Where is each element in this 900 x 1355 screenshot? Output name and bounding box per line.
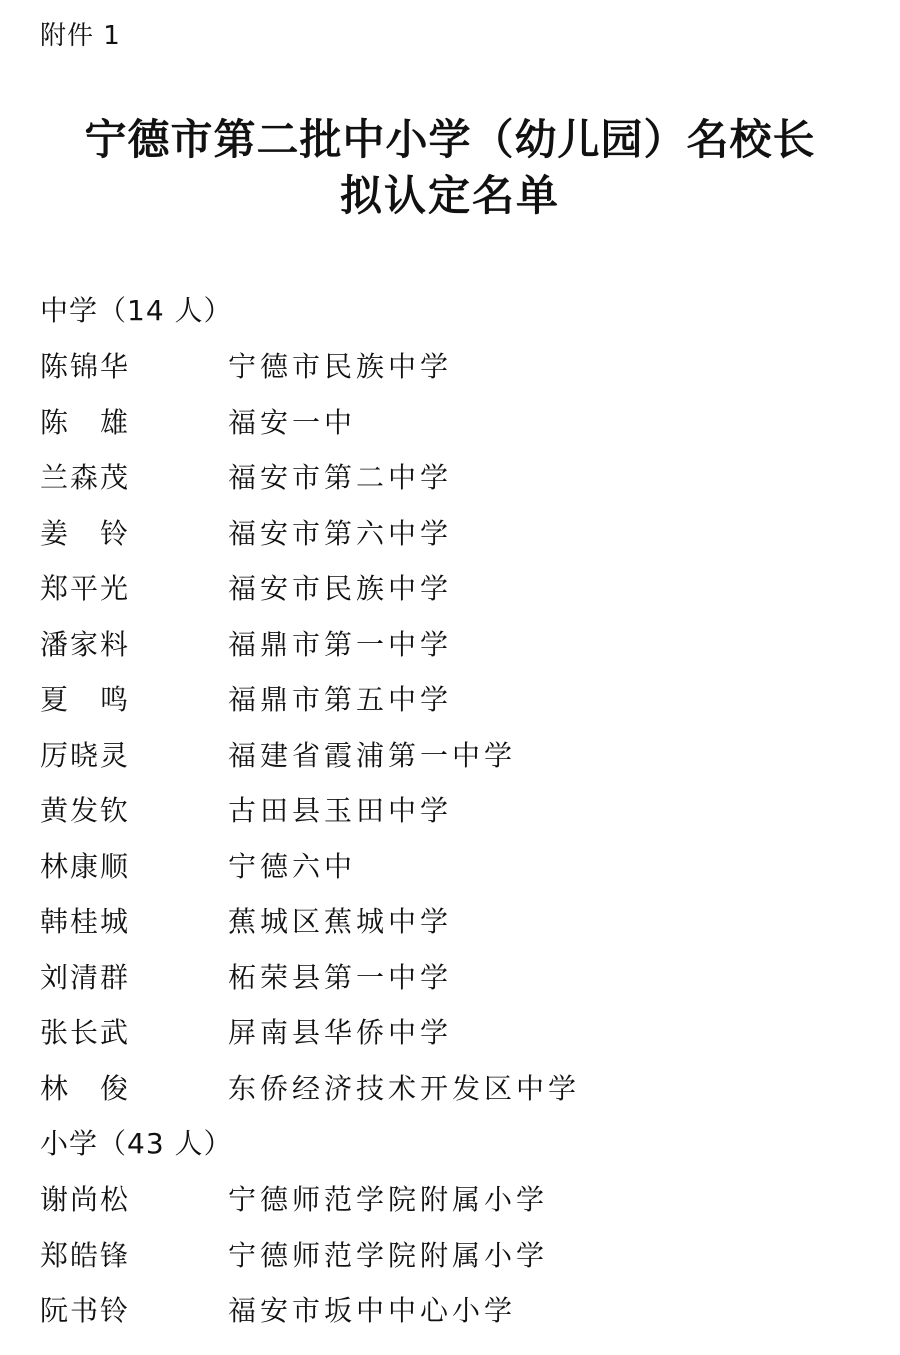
section-heading-middle-school: 中学（14 人） — [40, 294, 233, 327]
school-name: 宁德市民族中学 — [228, 350, 453, 383]
principal-name: 陈 雄 — [40, 405, 131, 439]
principal-name: 刘清群 — [40, 960, 131, 994]
school-name: 柘荣县第一中学 — [228, 960, 453, 994]
principal-name: 韩桂城 — [40, 905, 131, 938]
principal-name: 姜 铃 — [40, 516, 131, 550]
school-name: 蕉城区蕉城中学 — [228, 905, 453, 938]
principal-name: 潘家料 — [40, 627, 131, 661]
school-name: 古田县玉田中学 — [228, 794, 453, 827]
principal-name: 阮书铃 — [40, 1294, 131, 1327]
school-name: 福鼎市第五中学 — [228, 683, 453, 716]
list-item — [40, 783, 880, 839]
school-name: 福建省霞浦第一中学 — [228, 738, 517, 772]
list-item — [40, 450, 880, 506]
school-name: 福安市第二中学 — [228, 461, 453, 494]
list-item — [40, 506, 880, 562]
document-title-line-1: 宁德市第二批中小学（幼儿园）名校长 — [84, 115, 816, 164]
list-item — [40, 339, 880, 395]
attachment-label: 附件 1 — [40, 21, 121, 51]
principal-name: 林康顺 — [40, 849, 131, 883]
list-item — [40, 395, 880, 451]
list-item — [40, 561, 880, 617]
list-item — [40, 950, 880, 1006]
principal-list — [40, 283, 880, 1339]
principal-name: 兰森茂 — [40, 461, 131, 494]
school-name: 福安一中 — [228, 405, 357, 439]
list-item — [40, 1228, 880, 1284]
principal-name: 谢尚松 — [40, 1183, 131, 1216]
list-item — [40, 894, 880, 950]
school-name: 宁德师范学院附属小学 — [228, 1238, 549, 1272]
list-item — [40, 1005, 880, 1061]
school-name: 福安市民族中学 — [228, 572, 453, 605]
principal-name: 郑平光 — [40, 572, 131, 605]
list-item — [40, 617, 880, 673]
school-name: 屏南县华侨中学 — [228, 1016, 453, 1049]
list-item — [40, 728, 880, 784]
principal-name: 张长武 — [40, 1016, 131, 1049]
school-name: 宁德师范学院附属小学 — [228, 1183, 549, 1216]
document-title-line-2: 拟认定名单 — [339, 171, 560, 220]
school-name: 福鼎市第一中学 — [228, 627, 453, 661]
principal-name: 郑皓锋 — [40, 1238, 131, 1272]
list-item — [40, 672, 880, 728]
principal-name: 陈锦华 — [40, 350, 131, 383]
school-name: 宁德六中 — [228, 849, 357, 883]
school-name: 东侨经济技术开发区中学 — [228, 1071, 581, 1105]
list-item — [40, 839, 880, 895]
principal-name: 黄发钦 — [40, 794, 131, 827]
principal-name: 林 俊 — [40, 1071, 131, 1105]
school-name: 福安市第六中学 — [228, 516, 453, 550]
school-name: 福安市坂中中心小学 — [228, 1294, 517, 1327]
principal-name: 厉晓灵 — [40, 738, 131, 772]
list-item — [40, 1172, 880, 1228]
section-heading-primary-school: 小学（43 人） — [40, 1127, 233, 1160]
list-item — [40, 1283, 880, 1339]
principal-name: 夏 鸣 — [40, 683, 131, 716]
list-item — [40, 1061, 880, 1117]
